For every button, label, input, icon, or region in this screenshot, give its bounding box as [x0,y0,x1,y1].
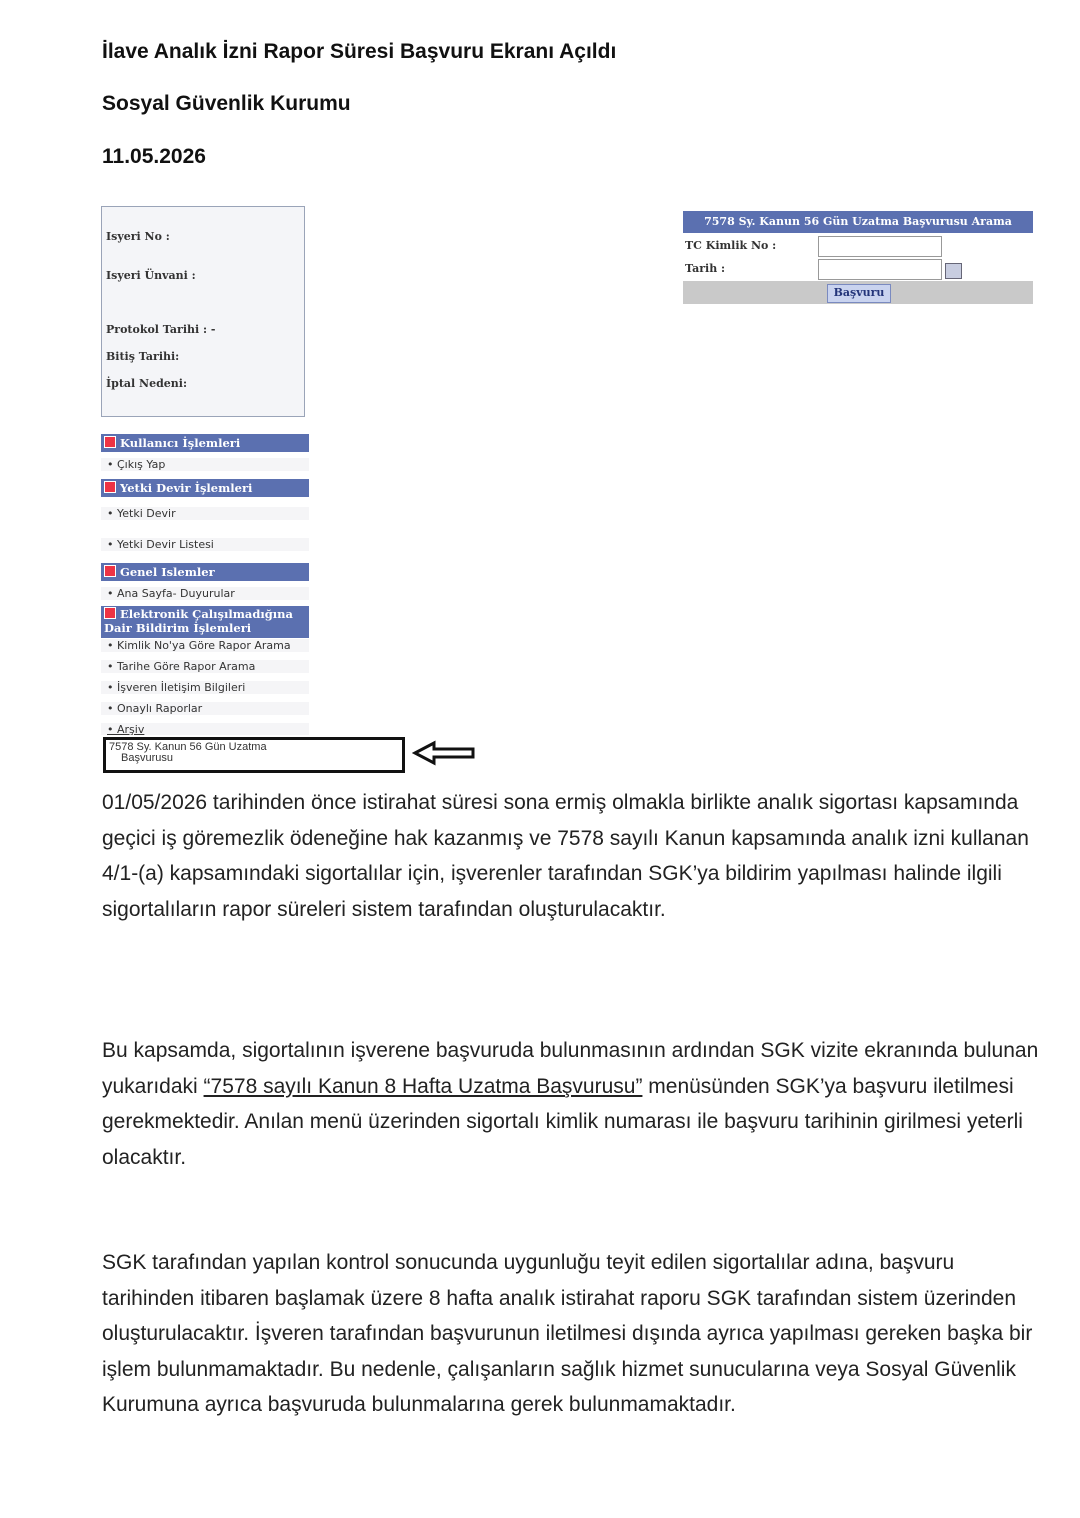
basvuru-button[interactable]: Başvuru [827,284,891,303]
iptal-nedeni-label: İptal Nedeni: [106,377,188,390]
menu-item-kimlik-arama[interactable]: • Kimlik No'ya Göre Rapor Arama [101,639,309,652]
bitis-tarihi-label: Bitiş Tarihi: [106,350,180,363]
menu-item-tarih-arama[interactable]: • Tarihe Göre Rapor Arama [101,660,309,673]
paragraph-3: SGK tarafından yapılan kontrol sonucunda uygunluğu teyit edilen sigortalılar adına, başvuru tarihinden itibaren başlamak üzere 8 hafta analık istirahat raporu SGK tarafından sistem üzerinden oluşturulacaktır. İşveren tarafından başvurunun iletilmesi dışında ayrıca yapılması gereken başka bir işlem bulunmamaktadır. Bu nedenle, çalışanların sağlık hizmet sunucularına veya Sosyal Güvenlik Kurumuna ayrıca başvuruda bulunmalarına gerek bulunmamaktadır. [102,1251,1033,1416]
menu-folder-icon [104,565,116,577]
menu-item-isveren-iletisim[interactable]: • İşveren İletişim Bilgileri [101,681,309,694]
article-date: 11.05.2026 [102,145,206,168]
form-title: 7578 Sy. Kanun 56 Gün Uzatma Başvurusu Arama [683,211,1033,233]
pointer-arrow-icon [412,740,476,766]
isyeri-no-label: Isyeri No : [106,230,170,243]
article-title: İlave Analık İzni Rapor Süresi Başvuru Ekranı Açıldı [102,40,617,63]
menu-item-onayli-raporlar[interactable]: • Onaylı Raporlar [101,702,309,715]
menu-item-cikis[interactable]: • Çıkış Yap [101,458,309,471]
menu-reference-link[interactable]: “7578 sayılı Kanun 8 Hafta Uzatma Başvurusu” [203,1074,643,1098]
menu-item-yetki-listesi[interactable]: • Yetki Devir Listesi [101,538,309,551]
menu-folder-icon [104,481,116,493]
article-source: Sosyal Güvenlik Kurumu [102,92,351,115]
menu-item-arsiv[interactable]: • Arşiv [101,723,309,735]
paragraph-1: 01/05/2026 tarihinden önce istirahat süresi sona ermiş olmakla birlikte analık sigortası kapsamında geçici iş göremezlik ödeneğine hak kazanmış ve 7578 sayılı Kanun kapsamında analık izni kullanan 4/1-(a) kapsamındaki sigortalılar için, işverenler tarafından SGK’ya bildirim yapılması halinde ilgili sigortalıların rapor süreleri sistem tarafından oluşturulacaktır. [102,791,1029,921]
menu-header-yetki: Yetki Devir İşlemleri [101,479,309,497]
tc-kimlik-input[interactable] [818,236,942,257]
menu-item-7578-uzatma-highlighted[interactable]: 7578 Sy. Kanun 56 Gün Uzatma Başvurusu [103,737,405,773]
employer-info-box [101,206,305,417]
menu-item-ana-sayfa[interactable]: • Ana Sayfa- Duyurular [101,587,309,600]
uzatma-search-form [683,211,1033,304]
menu-header-genel: Genel Islemler [101,563,309,581]
menu-header-elektronik: Elektronik Çalışılmadığına Dair Bildirim İşlemleri [101,606,309,638]
calendar-icon[interactable] [945,263,962,279]
menu-header-kullanici: Kullanıcı İşlemleri [101,434,309,452]
paragraph-2: Bu kapsamda, sigortalının işverene başvuruda bulunmasının ardından SGK vizite ekranında bulunan yukarıdaki “7578 sayılı Kanun 8 Hafta Uzatma Başvurusu” menüsünden SGK’ya başvuru iletilmesi gerekmektedir. Anılan menü üzerinden sigortalı kimlik numarası ile başvuru tarihinin girilmesi yeterli olacaktır. [102,1039,1039,1169]
menu-item-yetki-devir[interactable]: • Yetki Devir [101,507,309,520]
tc-kimlik-label: TC Kimlik No : [685,239,777,252]
isyeri-unvani-label: Isyeri Ünvani : [106,269,196,282]
tarih-input[interactable] [818,259,942,280]
menu-folder-icon [104,607,116,619]
menu-folder-icon [104,436,116,448]
tarih-label: Tarih : [685,262,726,275]
protokol-tarihi-label: Protokol Tarihi : - [106,323,216,336]
